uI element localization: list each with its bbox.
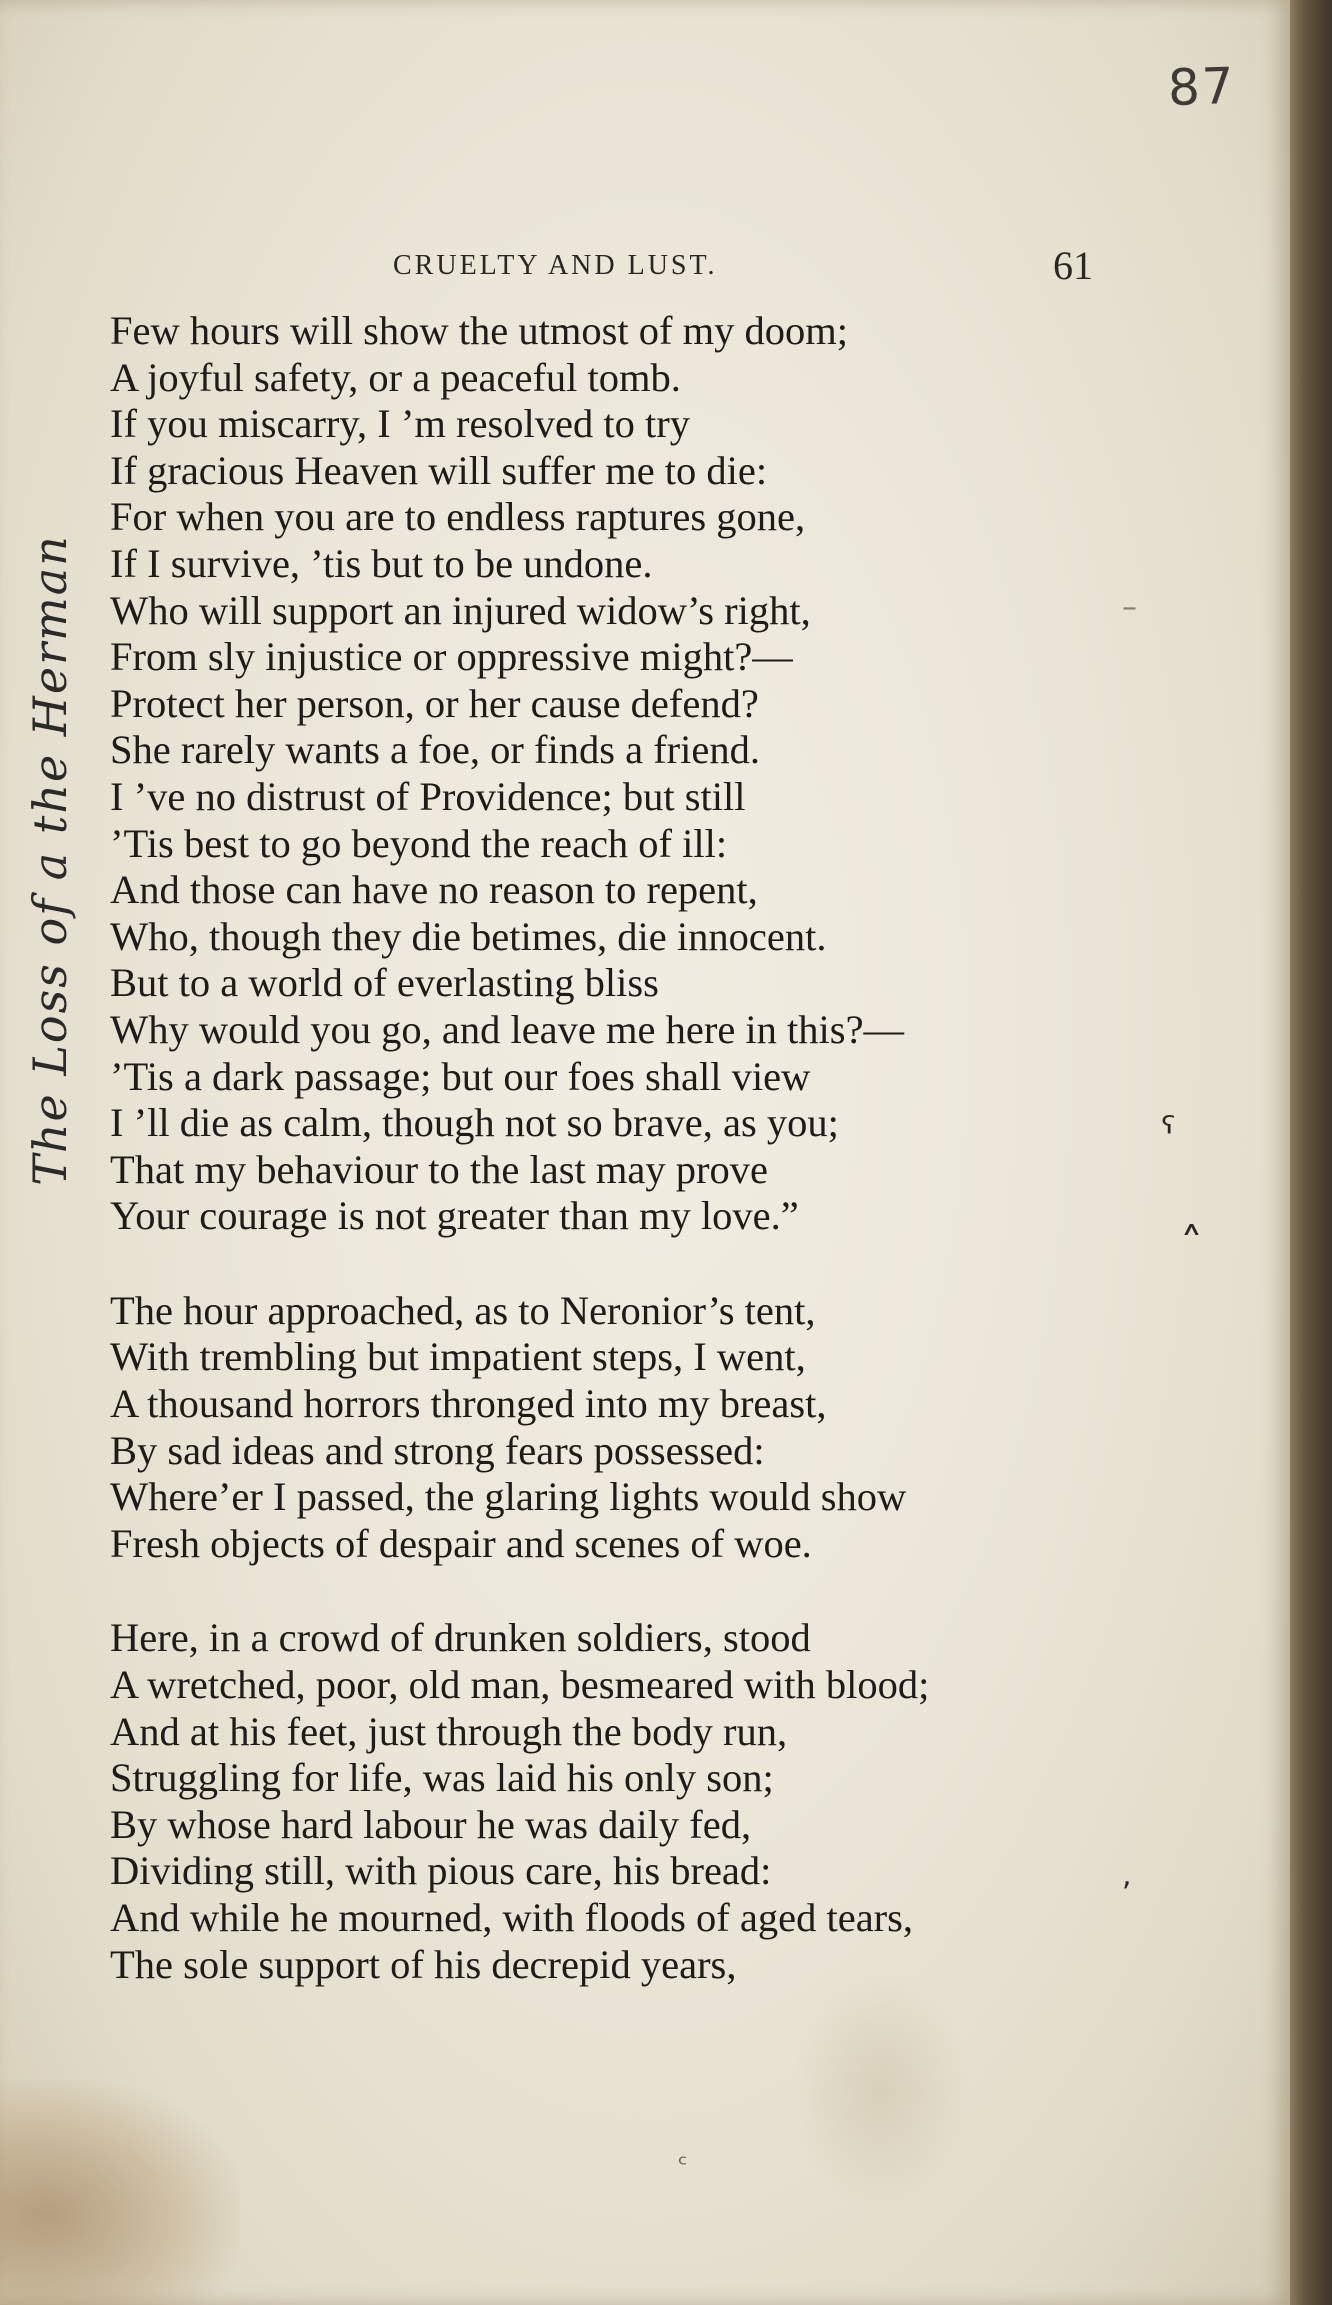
verse-line: But to a world of everlasting bliss (110, 960, 659, 1006)
handwritten-page-number: 87 (1167, 56, 1237, 118)
verse-line: I ’ve no distrust of Providence; but still (110, 773, 746, 819)
marginal-note-text: The Loss of a the Herman (23, 534, 77, 1186)
verse-line: Where’er I passed, the glaring lights would show (110, 1474, 907, 1520)
verse-line: Struggling for life, was laid his only son; (110, 1755, 774, 1801)
verse-line: Protect her person, or her cause defend? (110, 680, 759, 726)
poem-body (110, 308, 1120, 2036)
verse-line: The sole support of his decrepid years, (110, 1941, 737, 1987)
verse-line: If you miscarry, I ’m resolved to try (110, 401, 690, 447)
pencil-mark: ˄ (1180, 1218, 1203, 1272)
verse-line: Your courage is not greater than my love.” (110, 1193, 799, 1239)
verse-line: Who, though they die betimes, die innocent. (110, 913, 827, 959)
stanza (110, 308, 1120, 1240)
stanza (110, 1615, 1120, 1988)
verse-line: Fresh objects of despair and scenes of woe. (110, 1520, 812, 1566)
verse-line: By whose hard labour he was daily fed, (110, 1801, 752, 1847)
ink-speck: ᶜ (678, 2150, 688, 2180)
running-head (110, 242, 1105, 292)
verse-line: A thousand horrors thronged into my breast, (110, 1381, 827, 1427)
verse-line: Here, in a crowd of drunken soldiers, stood (110, 1615, 811, 1661)
verse-line: By sad ideas and strong fears possessed: (110, 1427, 765, 1473)
verse-line: And those can have no reason to repent, (110, 867, 758, 913)
verse-line: Few hours will show the utmost of my doom; (110, 308, 848, 353)
verse-line: Who will support an injured widow’s right, (110, 587, 811, 633)
printed-page-number: 61 (1053, 243, 1093, 288)
verse-line: And at his feet, just through the body run, (110, 1708, 788, 1754)
verse-line: If gracious Heaven will suffer me to die: (110, 447, 768, 493)
pencil-mark: ˤ (1160, 1108, 1177, 1159)
verse-line: From sly injustice or oppressive might?— (110, 634, 793, 680)
verse-line: The hour approached, as to Neronior’s tent, (110, 1287, 816, 1333)
verse-line: ’Tis a dark passage; but our foes shall view (110, 1053, 811, 1099)
verse-line: That my behaviour to the last may prove (110, 1146, 768, 1192)
verse-line: ’Tis best to go beyond the reach of ill: (110, 820, 728, 866)
water-stain (0, 2080, 240, 2305)
verse-line: A joyful safety, or a peaceful tomb. (110, 354, 681, 400)
pencil-dash: – (1122, 590, 1137, 625)
verse-line: With trembling but impatient steps, I went, (110, 1334, 806, 1380)
verse-line: If I survive, ’tis but to be undone. (110, 540, 653, 586)
verse-line: And while he mourned, with floods of aged tears, (110, 1895, 914, 1940)
verse-line: Why would you go, and leave me here in this?— (110, 1006, 905, 1052)
running-title: CRUELTY AND LUST. (393, 250, 718, 281)
verse-line: A wretched, poor, old man, besmeared with blood; (110, 1662, 930, 1708)
verse-line: She rarely wants a foe, or finds a friend. (110, 727, 761, 773)
ink-speck: , (1122, 1858, 1132, 1893)
verse-line: I ’ll die as calm, though not so brave, as you; (110, 1100, 839, 1146)
verse-line: For when you are to endless raptures gone, (110, 494, 806, 540)
page-edge (1290, 0, 1332, 2305)
stanza (110, 1288, 1120, 1568)
verse-line: Dividing still, with pious care, his bread: (110, 1848, 772, 1894)
